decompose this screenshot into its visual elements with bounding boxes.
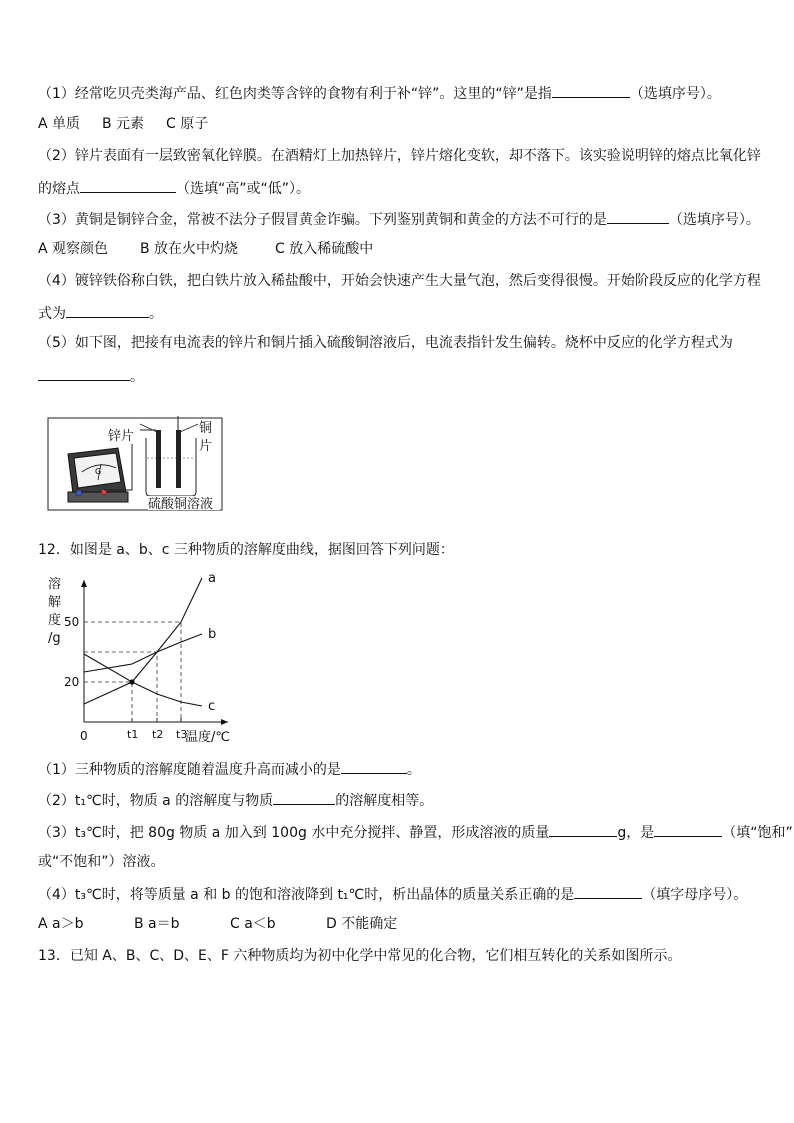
curve-label-b: b xyxy=(208,627,217,642)
copper-label-2: 片 xyxy=(199,439,213,454)
x-axis-label: 温度/℃ xyxy=(185,730,230,744)
answer-blank[interactable] xyxy=(549,822,617,837)
x-axis-arrow xyxy=(221,719,228,725)
beaker xyxy=(146,438,196,496)
copper-label-1: 铜 xyxy=(199,421,213,436)
answer-blank[interactable] xyxy=(574,884,642,899)
galvanic-cell-figure xyxy=(46,412,228,514)
answer-blank[interactable] xyxy=(607,209,669,224)
q11-part4-line2: 式为 。 xyxy=(38,303,163,323)
terminal-negative xyxy=(76,490,82,496)
zinc-plate xyxy=(156,430,161,488)
q11-part1-options xyxy=(38,115,208,133)
q12-part2: （2）t₁℃时，物质 a 的溶解度与物质 的溶解度相等。 xyxy=(38,790,433,810)
q12-part3-line2: 或“不饱和”）溶液。 xyxy=(38,854,165,870)
y-axis-label-char: /g xyxy=(48,631,61,646)
intersection-point xyxy=(129,679,134,684)
origin-label: 0 xyxy=(80,729,88,743)
galvanometer xyxy=(68,448,128,502)
option-c: C 原子 xyxy=(166,116,209,132)
q12-part4-options xyxy=(38,915,397,933)
option-b: B 放在火中灼烧 xyxy=(140,241,239,257)
q12-part4: （4）t₃℃时，将等质量 a 和 b 的饱和溶液降到 t₁℃时，析出晶体的质量关系正确的是 （填字母序号）。 xyxy=(38,884,747,904)
answer-blank[interactable] xyxy=(80,178,176,193)
q11-part5-line1: （5）如下图，把接有电流表的锌片和铜片插入硫酸铜溶液后，电流表指针发生偏转。烧杯中反应的化学方程式为 xyxy=(38,335,733,351)
q11-part5-line2: 。 xyxy=(38,366,144,386)
y-axis-arrow xyxy=(81,580,87,587)
q13-stem: 13．已知 A、B、C、D、E、F 六种物质均为初中化学中常见的化合物，它们相互转化的关系如图所示。 xyxy=(38,948,682,964)
solubility-chart xyxy=(40,572,240,744)
q11-part2-line2: 的熔点 （选填“高”或“低”）。 xyxy=(38,178,310,198)
q11-part3-options xyxy=(38,240,373,258)
guide-t3 xyxy=(84,622,181,722)
x-tick-label: t3 xyxy=(176,728,188,741)
answer-blank[interactable] xyxy=(38,366,130,381)
option-b: B 元素 xyxy=(102,116,145,132)
solution-label: 硫酸铜溶液 xyxy=(148,497,214,512)
q11-part1: （1）经常吃贝壳类海产品、红色肉类等含锌的食物有利于补“锌”。这里的“锌”是指 （选填序号）。 xyxy=(38,83,721,103)
curve-label-c: c xyxy=(208,699,216,714)
option-b: B a＝b xyxy=(134,916,180,932)
q11-part4-line1: （4）镀锌铁俗称白铁，把白铁片放入稀盐酸中，开始会快速产生大量气泡，然后变得很慢。开始阶段反应的化学方程 xyxy=(38,273,761,289)
answer-blank[interactable] xyxy=(66,303,149,318)
y-axis-label-char: 度 xyxy=(48,613,62,628)
option-a: A 单质 xyxy=(38,116,81,132)
y-axis-label-char: 解 xyxy=(48,595,62,610)
copper-plate xyxy=(176,430,181,488)
curve-c xyxy=(84,654,202,706)
q12-part1: （1）三种物质的溶解度随着温度升高而减小的是 。 xyxy=(38,759,421,779)
q12-part3-line1: （3）t₃℃时，把 80g 物质 a 加入到 100g 水中充分搅拌、静置，形成溶液的质量 g，是 （填“饱和” xyxy=(38,822,793,842)
option-a: A a＞b xyxy=(38,916,84,932)
answer-blank[interactable] xyxy=(654,822,722,837)
zinc-label: 锌片 xyxy=(108,429,135,444)
answer-blank[interactable] xyxy=(552,83,630,98)
option-c: C a＜b xyxy=(230,916,276,932)
guide-t1 xyxy=(84,682,132,722)
option-a: A 观察颜色 xyxy=(38,241,109,257)
y-tick-label: 20 xyxy=(64,675,80,689)
y-axis-label-char: 溶 xyxy=(48,577,62,592)
curve-b xyxy=(84,634,202,672)
answer-blank[interactable] xyxy=(273,790,335,805)
q11-part3: （3）黄铜是铜锌合金，常被不法分子假冒黄金诈骗。下列鉴别黄铜和黄金的方法不可行的是 （选填序号）。 xyxy=(38,209,760,229)
x-tick-label: t2 xyxy=(152,728,164,741)
curve-label-a: a xyxy=(208,572,216,586)
q11-part2-line1: （2）锌片表面有一层致密氧化锌膜。在酒精灯上加热锌片，锌片熔化变软，却不落下。该实验说明锌的熔点比氧化锌 xyxy=(38,148,761,164)
x-tick-label: t1 xyxy=(127,728,139,741)
q12-stem: 12．如图是 a、b、c 三种物质的溶解度曲线，据图回答下列问题： xyxy=(38,542,454,558)
option-c: C 放入稀硫酸中 xyxy=(275,241,374,257)
option-d: D 不能确定 xyxy=(326,916,398,932)
meter-letter: G xyxy=(95,467,102,476)
y-tick-label: 50 xyxy=(64,615,80,629)
answer-blank[interactable] xyxy=(341,759,407,774)
